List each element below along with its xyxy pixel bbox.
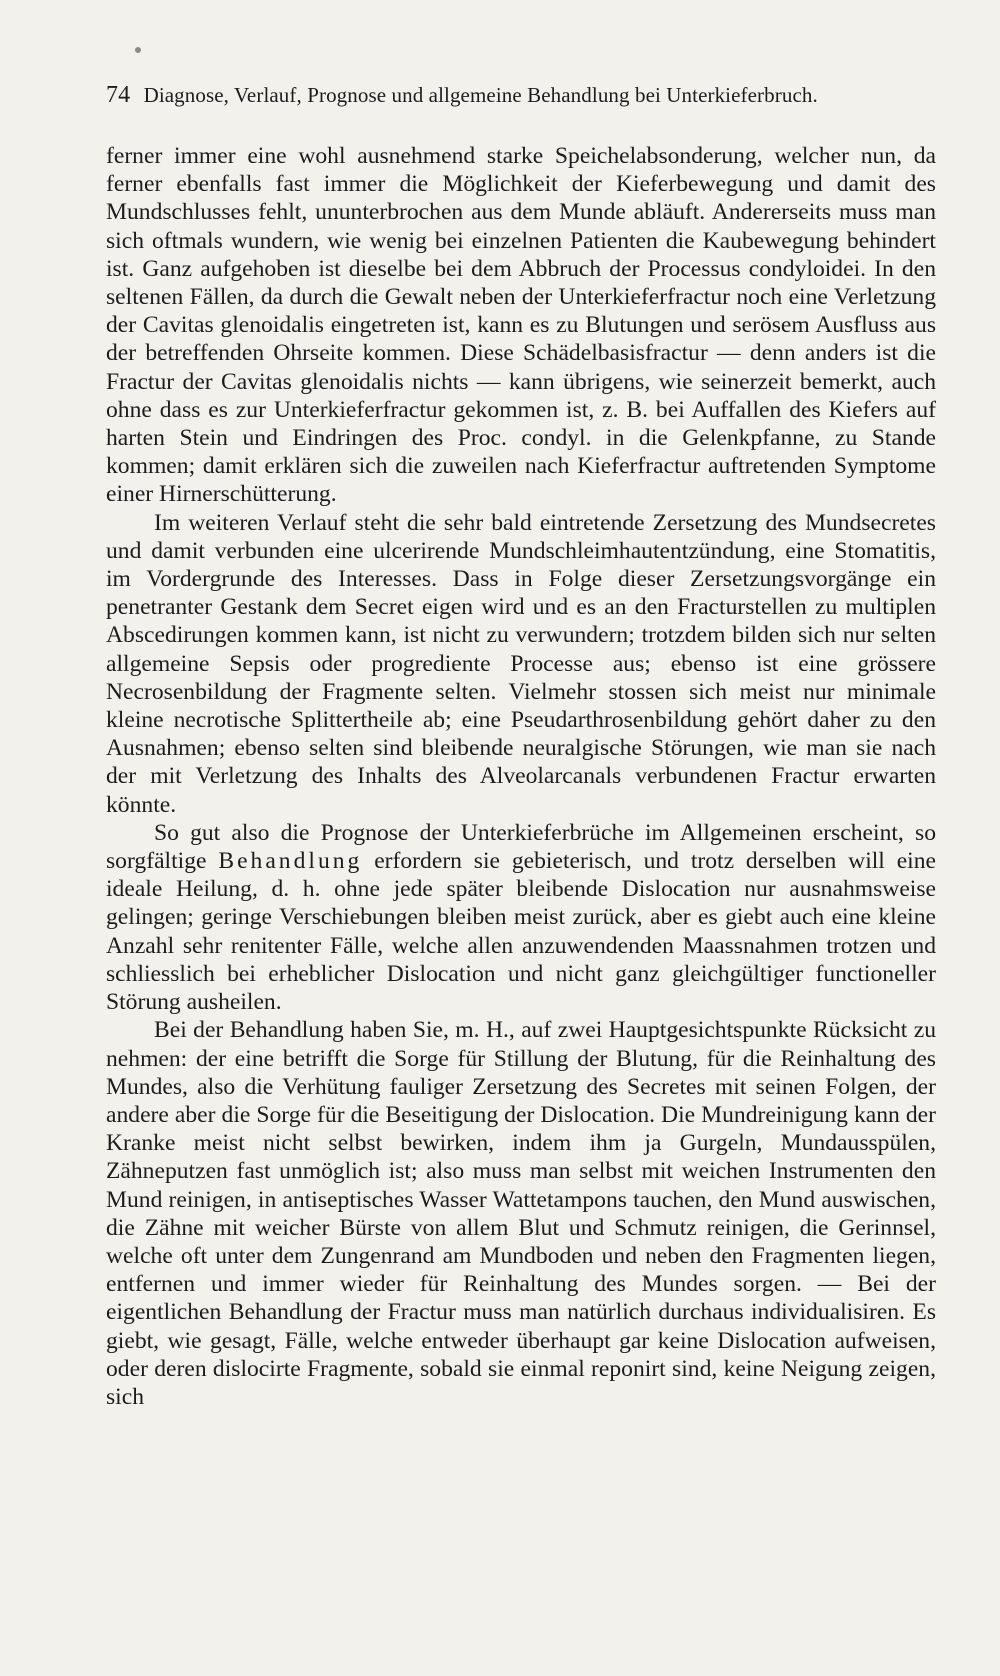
running-title: Diagnose, Verlauf, Prognose und allgemeine Behandlung bei Unterkieferbruch.	[143, 83, 818, 107]
emphasis-behandlung: Behandlung	[218, 848, 363, 875]
paragraph-3-after: erfordern sie gebieterisch, und trotz derselben will eine ideale Heilung, d. h. ohne jede später bleibende Dislocation nur ausnahmsweise gelingen; geringe Verschiebungen bleiben meist zurück, aber es giebt auch eine kleine Anzahl sehr renitenter Fälle, welche allen anzuwendenden Maassnahmen trotzen und schliesslich bei erheblicher Dislocation und nicht ganz gleichgültiger functioneller Störung ausheilen.	[106, 848, 936, 1016]
paragraph-1: ferner immer eine wohl ausnehmend starke Speichelabsonderung, welcher nun, da ferner ebenfalls fast immer die Möglichkeit der Kieferbewegung und damit des Mundschlusses fehlt, ununterbrochen aus dem Munde abläuft. Andererseits muss man sich oftmals wundern, wie wenig bei einzelnen Patienten die Kaubewegung behindert ist. Ganz aufgehoben ist dieselbe bei dem Abbruch der Processus condyloidei. In den seltenen Fällen, da durch die Gewalt neben der Unterkieferfractur noch eine Verletzung der Cavitas glenoidalis eingetreten ist, kann es zu Blutungen und serösem Ausfluss aus der betreffenden Ohrseite kommen. Diese Schädelbasisfractur — denn anders ist die Fractur der Cavitas glenoidalis nichts — kann übrigens, wie seinerzeit bemerkt, auch ohne dass es zur Unterkieferfractur gekommen ist, z. B. bei Auffallen des Kiefers auf harten Stein und Eindringen des Proc. condyl. in die Gelenkpfanne, zu Stande kommen; damit erklären sich die zuweilen nach Kieferfractur auftretenden Symptome einer Hirnerschütterung.	[106, 143, 936, 508]
page-number: 74	[106, 82, 131, 108]
paragraph-3-before: So gut also die Prognose der Unterkieferbrüche im Allgemeinen erscheint, so sorgfältige	[106, 819, 936, 875]
paragraph-2: Im weiteren Verlauf steht die sehr bald eintretende Zersetzung des Mundsecretes und damit verbunden eine ulcerirende Mundschleimhautentzündung, eine Stomatitis, im Vordergrunde des Interesses. Dass in Folge dieser Zersetzungsvorgänge ein penetranter Gestank dem Secret eigen wird und es an den Fracturstellen zu multiplen Abscedirungen kommen kann, ist nicht zu verwundern; trotzdem bilden sich nur selten allgemeine Sepsis oder progrediente Processe aus; ebenso ist eine grössere Necrosenbildung der Fragmente selten. Vielmehr stossen sich meist nur minimale kleine necrotische Splittertheile ab; eine Pseudarthrosenbildung gehört daher zu den Ausnahmen; ebenso selten sind bleibende neuralgische Störungen, wie man sie nach der mit Verletzung des Inhalts des Alveolarcanals verbundenen Fractur erwarten könnte.	[106, 509, 936, 818]
paragraph-3	[106, 819, 936, 1016]
paragraph-4: Bei der Behandlung haben Sie, m. H., auf zwei Hauptgesichtspunkte Rücksicht zu nehmen: der eine betrifft die Sorge für Stillung der Blutung, für die Reinhaltung des Mundes, also die Verhütung fauliger Zersetzung des Secretes mit seinen Folgen, der andere aber die Sorge für die Beseitigung der Dislocation. Die Mundreinigung kann der Kranke meist nicht selbst bewirken, indem ihm ja Gurgeln, Mundausspülen, Zähneputzen fast unmöglich ist; also muss man selbst mit weichen Instrumenten den Mund reinigen, in antiseptisches Wasser Wattetampons tauchen, den Mund auswischen, die Zähne mit weicher Bürste von allem Blut und Schmutz reinigen, die Gerinnsel, welche oft unter dem Zungenrand am Mundboden und neben den Fragmenten liegen, entfernen und immer wieder für Reinhaltung des Mundes sorgen. — Bei der eigentlichen Behandlung der Fractur muss man natürlich durchaus individualisiren. Es giebt, wie gesagt, Fälle, welche entweder überhaupt gar keine Dislocation aufweisen, oder deren dislocirte Fragmente, sobald sie einmal reponirt sind, keine Neigung zeigen, sich	[106, 1017, 936, 1410]
running-header	[106, 82, 936, 109]
body-text	[106, 142, 936, 1411]
ink-speck	[135, 47, 141, 53]
